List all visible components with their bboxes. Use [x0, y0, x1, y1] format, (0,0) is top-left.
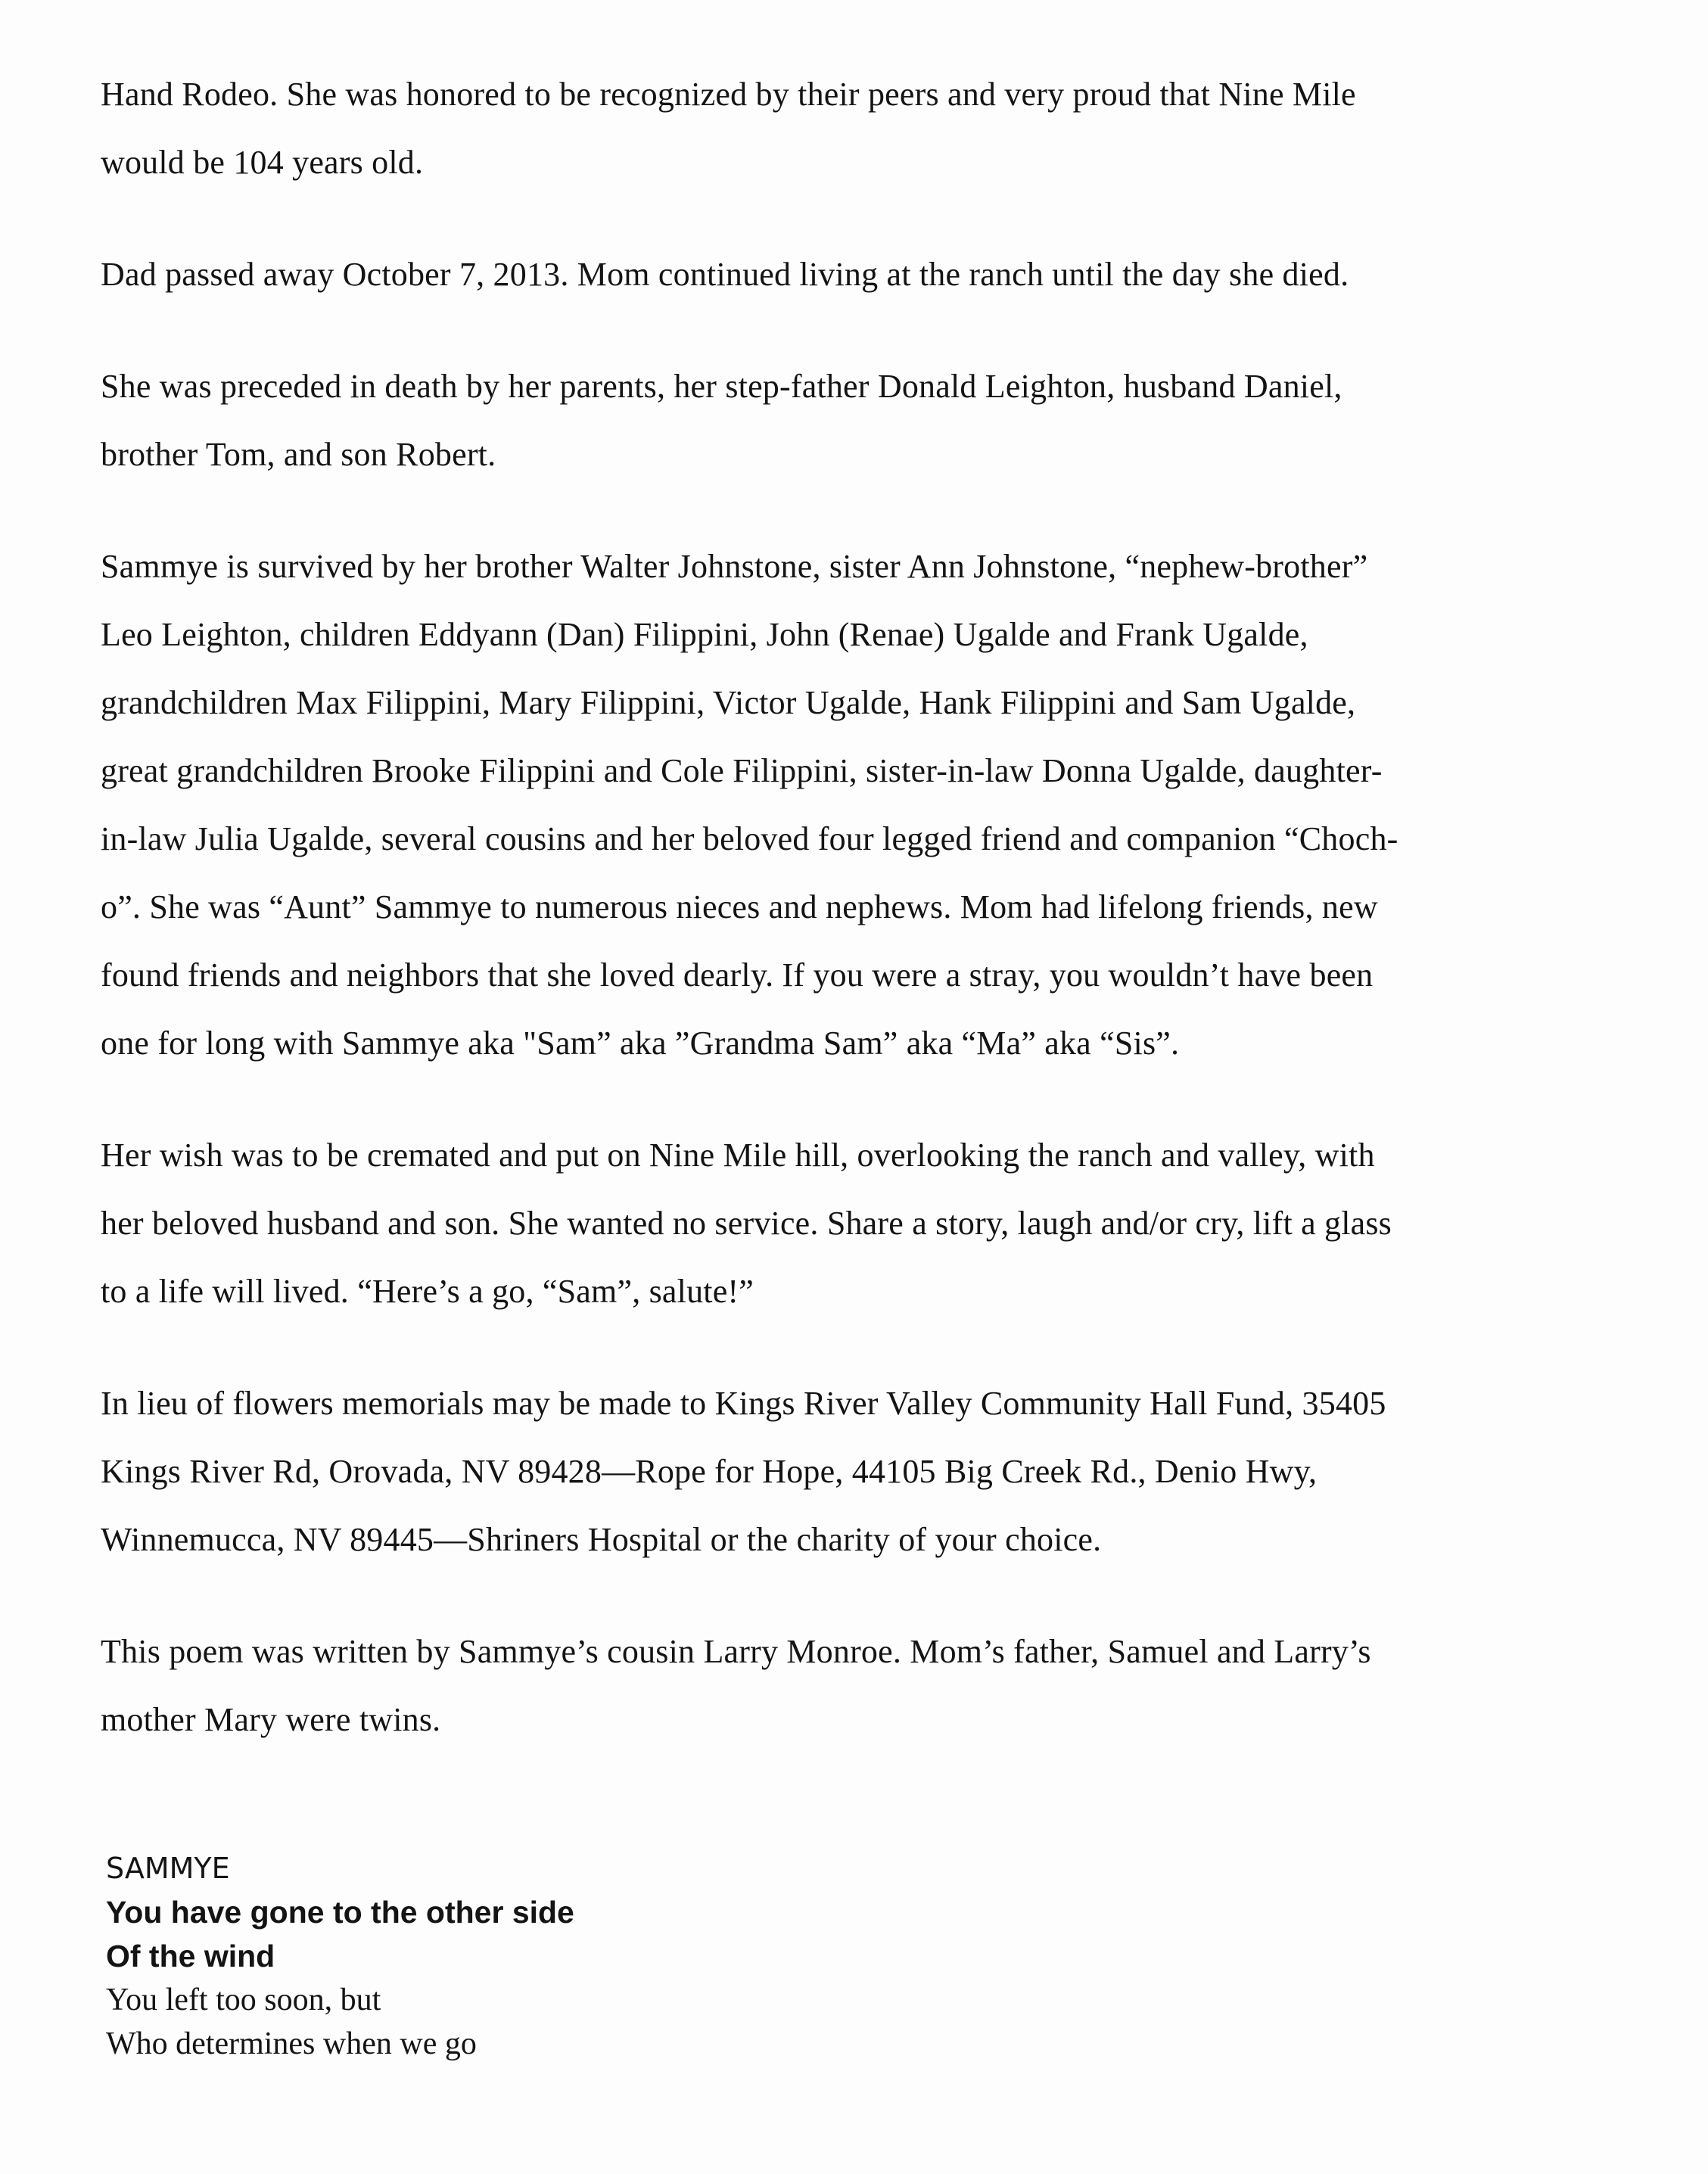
- paragraph-preceded: She was preceded in death by her parents, her step-father Donald Leighton, husband Daniel, brother Tom, and son Robert.: [101, 368, 1342, 473]
- paragraph-dad-passed: Dad passed away October 7, 2013. Mom continued living at the ranch until the day she died.: [101, 256, 1349, 293]
- poem-line: Of the wind: [106, 1939, 275, 1973]
- paragraph-wish: Her wish was to be cremated and put on Nine Mile hill, overlooking the ranch and valley, with her beloved husband and son. She wanted no service. Share a story, laugh and/or cry, lift a glass to a life will lived. “Here’s a go, “Sam”, salute!”: [101, 1137, 1392, 1310]
- poem-title: SAMMYE: [106, 1852, 230, 1885]
- paragraph-poem-intro: This poem was written by Sammye’s cousin Larry Monroe. Mom’s father, Samuel and Larry’s mother Mary were twins.: [101, 1633, 1371, 1738]
- paragraph-rodeo: Hand Rodeo. She was honored to be recognized by their peers and very proud that Nine Mile would be 104 years old.: [101, 76, 1356, 181]
- paragraph-memorials: In lieu of flowers memorials may be made to Kings River Valley Community Hall Fund, 35405 Kings River Rd, Orovada, NV 89428—Rope for Hope, 44105 Big Creek Rd., Denio Hwy, Winnemucca, NV 89445—Shriners Hospital or the charity of your choice.: [101, 1385, 1386, 1558]
- paragraph-survived: Sammye is survived by her brother Walter Johnstone, sister Ann Johnstone, “nephew-brother” Leo Leighton, children Eddyann (Dan) Filippini, John (Renae) Ugalde and Frank Ugalde, grandchildren Max Filippini, Mary Filippini, Victor Ugalde, Hank Filippini and Sam Ugalde, great grandchildren Brooke Filippini and Cole Filippini, sister-in-law Donna Ugalde, daughter- in-law Julia Ugalde, several cousins and her beloved four legged friend and companion “Choch- o”. She was “Aunt” Sammye to numerous nieces and nephews. Mom had lifelong friends, new found friends and neighbors that she loved dearly. If you were a stray, you wouldn’t have been one for long with Sammye aka "Sam” aka ”Grandma Sam” aka “Ma” aka “Sis”.: [101, 548, 1398, 1062]
- poem-line: Who determines when we go: [106, 2026, 477, 2061]
- poem-line: You left too soon, but: [106, 1983, 381, 2017]
- obituary-body: [101, 61, 1607, 1798]
- poem-line: You have gone to the other side: [106, 1895, 574, 1930]
- poem: [106, 1846, 1014, 2066]
